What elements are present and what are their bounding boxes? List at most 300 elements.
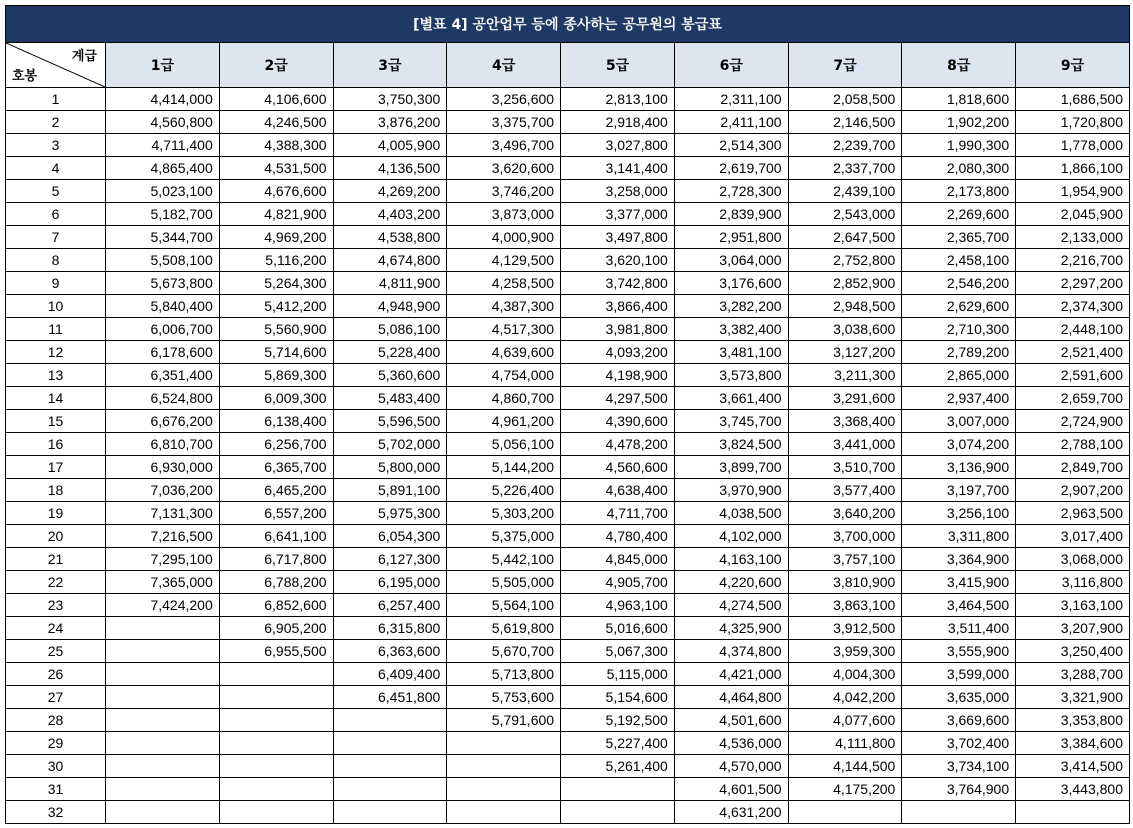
salary-cell: 3,496,700 [447,134,561,157]
grade-header: 9급 [1016,43,1130,88]
step-number-cell: 18 [6,479,106,502]
table-row [6,709,1130,732]
salary-cell: 3,599,000 [902,663,1016,686]
salary-cell: 2,448,100 [1016,318,1130,341]
salary-cell: 4,163,100 [674,548,788,571]
salary-cell: 6,009,300 [219,387,333,410]
salary-cell: 4,000,900 [447,226,561,249]
salary-cell: 6,178,600 [106,341,220,364]
salary-cell: 5,975,300 [333,502,447,525]
salary-cell: 4,388,300 [219,134,333,157]
salary-cell [106,778,220,801]
salary-cell: 4,387,300 [447,295,561,318]
step-number-cell: 19 [6,502,106,525]
salary-cell: 2,918,400 [561,111,675,134]
table-row [6,778,1130,801]
salary-cell: 4,421,000 [674,663,788,686]
table-row [6,594,1130,617]
grade-header: 4급 [447,43,561,88]
table-row [6,341,1130,364]
salary-cell: 3,311,800 [902,525,1016,548]
salary-cell [1016,801,1130,824]
step-number-cell: 12 [6,341,106,364]
salary-cell: 5,702,000 [333,433,447,456]
salary-cell: 6,788,200 [219,571,333,594]
salary-cell: 2,045,900 [1016,203,1130,226]
salary-cell: 2,337,700 [788,157,902,180]
salary-cell [106,617,220,640]
table-row [6,525,1130,548]
salary-cell: 3,256,100 [902,502,1016,525]
salary-cell: 2,789,200 [902,341,1016,364]
salary-cell: 3,510,700 [788,456,902,479]
salary-cell: 2,439,100 [788,180,902,203]
salary-cell: 3,074,200 [902,433,1016,456]
salary-cell: 4,845,000 [561,548,675,571]
salary-cell [902,801,1016,824]
salary-cell: 3,176,600 [674,272,788,295]
salary-cell: 4,042,200 [788,686,902,709]
salary-cell [219,709,333,732]
salary-cell: 3,555,900 [902,640,1016,663]
salary-table [5,42,1130,824]
salary-cell: 7,131,300 [106,502,220,525]
salary-cell: 3,824,500 [674,433,788,456]
salary-cell [447,755,561,778]
salary-cell: 6,557,200 [219,502,333,525]
salary-cell: 4,638,400 [561,479,675,502]
salary-cell: 3,640,200 [788,502,902,525]
salary-cell: 6,351,400 [106,364,220,387]
salary-cell: 2,647,500 [788,226,902,249]
salary-cell: 3,661,400 [674,387,788,410]
salary-cell: 6,465,200 [219,479,333,502]
step-number-cell: 3 [6,134,106,157]
salary-cell: 6,905,200 [219,617,333,640]
grade-header: 8급 [902,43,1016,88]
salary-cell: 6,363,600 [333,640,447,663]
salary-cell: 3,635,000 [902,686,1016,709]
salary-cell: 2,963,500 [1016,502,1130,525]
table-row [6,410,1130,433]
salary-cell: 6,256,700 [219,433,333,456]
salary-cell: 4,269,200 [333,180,447,203]
salary-cell: 5,596,500 [333,410,447,433]
salary-cell: 3,017,400 [1016,525,1130,548]
salary-cell: 5,508,100 [106,249,220,272]
salary-cell: 3,620,100 [561,249,675,272]
salary-cell: 4,560,800 [106,111,220,134]
salary-cell: 5,261,400 [561,755,675,778]
salary-cell: 5,713,800 [447,663,561,686]
salary-cell: 2,752,800 [788,249,902,272]
salary-cell: 3,136,900 [902,456,1016,479]
table-row [6,663,1130,686]
salary-cell: 5,056,100 [447,433,561,456]
table-row [6,226,1130,249]
salary-cell: 4,038,500 [674,502,788,525]
salary-cell: 1,990,300 [902,134,1016,157]
salary-cell: 2,629,600 [902,295,1016,318]
salary-cell: 4,005,900 [333,134,447,157]
step-number-cell: 4 [6,157,106,180]
salary-cell: 4,478,200 [561,433,675,456]
salary-cell: 3,912,500 [788,617,902,640]
table-row [6,387,1130,410]
salary-cell: 3,700,000 [788,525,902,548]
salary-cell [106,663,220,686]
step-number-cell: 10 [6,295,106,318]
salary-cell [333,755,447,778]
salary-cell: 5,800,000 [333,456,447,479]
step-number-cell: 11 [6,318,106,341]
salary-cell: 3,481,100 [674,341,788,364]
salary-cell: 3,577,400 [788,479,902,502]
salary-cell [106,709,220,732]
salary-cell: 3,464,500 [902,594,1016,617]
salary-cell: 3,866,400 [561,295,675,318]
salary-cell: 3,141,400 [561,157,675,180]
salary-cell: 4,560,600 [561,456,675,479]
salary-cell: 6,365,700 [219,456,333,479]
salary-cell: 4,711,400 [106,134,220,157]
salary-cell [219,663,333,686]
grade-header: 5급 [561,43,675,88]
salary-cell: 1,902,200 [902,111,1016,134]
salary-cell: 6,810,700 [106,433,220,456]
salary-cell: 3,382,400 [674,318,788,341]
salary-cell: 2,374,300 [1016,295,1130,318]
salary-cell: 5,115,000 [561,663,675,686]
salary-cell: 4,102,000 [674,525,788,548]
salary-cell: 4,403,200 [333,203,447,226]
salary-cell: 4,175,200 [788,778,902,801]
salary-cell: 3,810,900 [788,571,902,594]
table-row [6,617,1130,640]
step-number-cell: 14 [6,387,106,410]
salary-cell: 4,780,400 [561,525,675,548]
salary-cell: 4,464,800 [674,686,788,709]
salary-cell: 5,264,300 [219,272,333,295]
salary-cell: 1,954,900 [1016,180,1130,203]
salary-cell: 4,274,500 [674,594,788,617]
salary-cell: 5,840,400 [106,295,220,318]
salary-cell [788,801,902,824]
salary-cell: 2,216,700 [1016,249,1130,272]
salary-cell: 4,106,600 [219,88,333,111]
salary-cell: 3,745,700 [674,410,788,433]
salary-cell: 4,258,500 [447,272,561,295]
table-row [6,157,1130,180]
step-number-cell: 9 [6,272,106,295]
table-title: [별표 4] 공안업무 등에 종사하는 공무원의 봉급표 [5,5,1130,42]
salary-cell: 2,839,900 [674,203,788,226]
salary-cell: 2,865,000 [902,364,1016,387]
salary-cell: 2,788,100 [1016,433,1130,456]
salary-cell: 4,220,600 [674,571,788,594]
salary-cell: 4,601,500 [674,778,788,801]
salary-cell: 2,710,300 [902,318,1016,341]
salary-cell: 5,483,400 [333,387,447,410]
salary-cell: 7,295,100 [106,548,220,571]
salary-cell: 3,375,700 [447,111,561,134]
salary-cell: 5,714,600 [219,341,333,364]
salary-cell: 5,226,400 [447,479,561,502]
step-number-cell: 15 [6,410,106,433]
salary-cell: 5,791,600 [447,709,561,732]
salary-cell: 4,639,600 [447,341,561,364]
step-number-cell: 2 [6,111,106,134]
salary-cell: 4,246,500 [219,111,333,134]
salary-cell: 4,969,200 [219,226,333,249]
salary-cell [219,778,333,801]
corner-header-cell [6,43,106,88]
salary-cell: 1,778,000 [1016,134,1130,157]
salary-cell: 3,364,900 [902,548,1016,571]
salary-cell: 4,811,900 [333,272,447,295]
salary-cell: 3,127,200 [788,341,902,364]
grade-header: 2급 [219,43,333,88]
salary-cell: 4,821,900 [219,203,333,226]
salary-cell: 6,409,400 [333,663,447,686]
salary-cell: 4,676,600 [219,180,333,203]
step-number-cell: 32 [6,801,106,824]
salary-cell: 6,955,500 [219,640,333,663]
table-row [6,433,1130,456]
salary-cell: 6,138,400 [219,410,333,433]
salary-cell: 2,173,800 [902,180,1016,203]
salary-cell: 2,458,100 [902,249,1016,272]
salary-cell: 3,207,900 [1016,617,1130,640]
header-row [6,43,1130,88]
table-row [6,801,1130,824]
salary-cell: 5,023,100 [106,180,220,203]
salary-cell: 6,524,800 [106,387,220,410]
salary-cell: 3,064,000 [674,249,788,272]
salary-cell: 3,620,600 [447,157,561,180]
table-row [6,318,1130,341]
salary-cell: 2,365,700 [902,226,1016,249]
salary-cell: 5,303,200 [447,502,561,525]
salary-cell: 3,116,800 [1016,571,1130,594]
salary-cell: 6,930,000 [106,456,220,479]
salary-cell: 4,517,300 [447,318,561,341]
salary-cell: 4,198,900 [561,364,675,387]
salary-cell: 3,288,700 [1016,663,1130,686]
grade-header: 3급 [333,43,447,88]
salary-cell: 4,531,500 [219,157,333,180]
table-row [6,640,1130,663]
table-row [6,272,1130,295]
salary-cell: 3,256,600 [447,88,561,111]
salary-cell: 3,027,800 [561,134,675,157]
table-body [6,88,1130,824]
step-number-cell: 24 [6,617,106,640]
salary-cell [219,686,333,709]
salary-cell: 5,673,800 [106,272,220,295]
salary-cell: 1,720,800 [1016,111,1130,134]
salary-cell: 5,564,100 [447,594,561,617]
salary-cell: 3,038,600 [788,318,902,341]
salary-cell: 3,443,800 [1016,778,1130,801]
salary-cell: 2,951,800 [674,226,788,249]
salary-cell: 3,970,900 [674,479,788,502]
salary-cell: 4,631,200 [674,801,788,824]
salary-cell: 5,753,600 [447,686,561,709]
table-row [6,203,1130,226]
salary-cell: 2,311,100 [674,88,788,111]
salary-cell: 4,536,000 [674,732,788,755]
salary-cell: 3,163,100 [1016,594,1130,617]
salary-cell: 5,869,300 [219,364,333,387]
salary-cell: 4,905,700 [561,571,675,594]
salary-cell: 3,258,000 [561,180,675,203]
salary-cell: 2,937,400 [902,387,1016,410]
salary-cell: 3,757,100 [788,548,902,571]
step-number-cell: 28 [6,709,106,732]
salary-cell: 3,573,800 [674,364,788,387]
salary-cell [106,801,220,824]
table-row [6,479,1130,502]
salary-cell: 6,054,300 [333,525,447,548]
salary-cell: 5,670,700 [447,640,561,663]
salary-cell: 5,891,100 [333,479,447,502]
salary-cell: 6,257,400 [333,594,447,617]
salary-cell: 2,514,300 [674,134,788,157]
salary-cell: 5,192,500 [561,709,675,732]
salary-cell: 2,948,500 [788,295,902,318]
step-number-cell: 29 [6,732,106,755]
salary-cell [333,801,447,824]
salary-cell: 4,501,600 [674,709,788,732]
salary-cell: 5,412,200 [219,295,333,318]
step-number-cell: 13 [6,364,106,387]
table-row [6,755,1130,778]
salary-cell: 3,863,100 [788,594,902,617]
salary-cell: 3,377,000 [561,203,675,226]
salary-cell: 2,133,000 [1016,226,1130,249]
table-row [6,571,1130,594]
step-number-cell: 21 [6,548,106,571]
salary-cell [333,778,447,801]
salary-cell: 2,849,700 [1016,456,1130,479]
table-row [6,134,1130,157]
salary-cell [447,801,561,824]
salary-cell: 6,127,300 [333,548,447,571]
salary-cell: 5,016,600 [561,617,675,640]
salary-cell: 5,154,600 [561,686,675,709]
step-number-cell: 25 [6,640,106,663]
salary-cell: 4,390,600 [561,410,675,433]
salary-cell: 3,876,200 [333,111,447,134]
salary-cell: 6,315,800 [333,617,447,640]
salary-cell: 3,669,600 [902,709,1016,732]
salary-cell: 4,077,600 [788,709,902,732]
salary-cell: 2,852,900 [788,272,902,295]
salary-cell: 4,961,200 [447,410,561,433]
salary-cell: 6,852,600 [219,594,333,617]
salary-cell: 3,873,000 [447,203,561,226]
salary-cell: 4,538,800 [333,226,447,249]
step-number-cell: 17 [6,456,106,479]
salary-cell: 5,505,000 [447,571,561,594]
salary-cell: 3,211,300 [788,364,902,387]
salary-cell: 2,546,200 [902,272,1016,295]
salary-cell: 3,384,600 [1016,732,1130,755]
salary-cell: 1,818,600 [902,88,1016,111]
salary-cell: 2,269,600 [902,203,1016,226]
salary-cell: 3,441,000 [788,433,902,456]
salary-cell: 4,111,800 [788,732,902,755]
salary-cell [106,640,220,663]
step-axis-label: 호봉 [12,69,38,84]
salary-cell: 5,560,900 [219,318,333,341]
salary-cell [106,732,220,755]
salary-cell: 3,899,700 [674,456,788,479]
salary-cell: 6,006,700 [106,318,220,341]
salary-cell: 4,144,500 [788,755,902,778]
step-number-cell: 31 [6,778,106,801]
salary-cell: 3,734,100 [902,755,1016,778]
salary-cell [333,732,447,755]
step-number-cell: 22 [6,571,106,594]
salary-cell [333,709,447,732]
salary-cell [219,801,333,824]
salary-cell: 4,674,800 [333,249,447,272]
step-number-cell: 20 [6,525,106,548]
salary-cell: 2,728,300 [674,180,788,203]
step-number-cell: 6 [6,203,106,226]
salary-cell: 3,742,800 [561,272,675,295]
salary-cell: 4,129,500 [447,249,561,272]
salary-cell [447,778,561,801]
salary-cell: 6,641,100 [219,525,333,548]
salary-cell: 2,521,400 [1016,341,1130,364]
salary-cell: 4,711,700 [561,502,675,525]
salary-cell: 4,860,700 [447,387,561,410]
step-number-cell: 30 [6,755,106,778]
salary-cell: 6,451,800 [333,686,447,709]
salary-cell: 3,750,300 [333,88,447,111]
salary-cell [561,801,675,824]
salary-cell: 4,948,900 [333,295,447,318]
salary-cell: 3,250,400 [1016,640,1130,663]
salary-cell: 3,197,700 [902,479,1016,502]
salary-cell: 4,754,000 [447,364,561,387]
salary-cell: 7,036,200 [106,479,220,502]
salary-table-container [5,5,1130,824]
grade-header: 7급 [788,43,902,88]
salary-cell: 2,724,900 [1016,410,1130,433]
salary-cell: 6,195,000 [333,571,447,594]
salary-cell: 3,511,400 [902,617,1016,640]
grade-header: 1급 [106,43,220,88]
salary-cell: 1,866,100 [1016,157,1130,180]
salary-cell: 3,321,900 [1016,686,1130,709]
salary-cell: 2,543,000 [788,203,902,226]
salary-cell: 4,374,800 [674,640,788,663]
salary-cell: 5,144,200 [447,456,561,479]
salary-cell: 5,116,200 [219,249,333,272]
salary-cell: 2,411,100 [674,111,788,134]
grade-axis-label: 계급 [71,49,97,64]
salary-cell: 5,067,300 [561,640,675,663]
salary-cell: 2,297,200 [1016,272,1130,295]
salary-cell: 5,442,100 [447,548,561,571]
salary-cell: 3,981,800 [561,318,675,341]
salary-cell: 3,764,900 [902,778,1016,801]
salary-cell: 5,086,100 [333,318,447,341]
